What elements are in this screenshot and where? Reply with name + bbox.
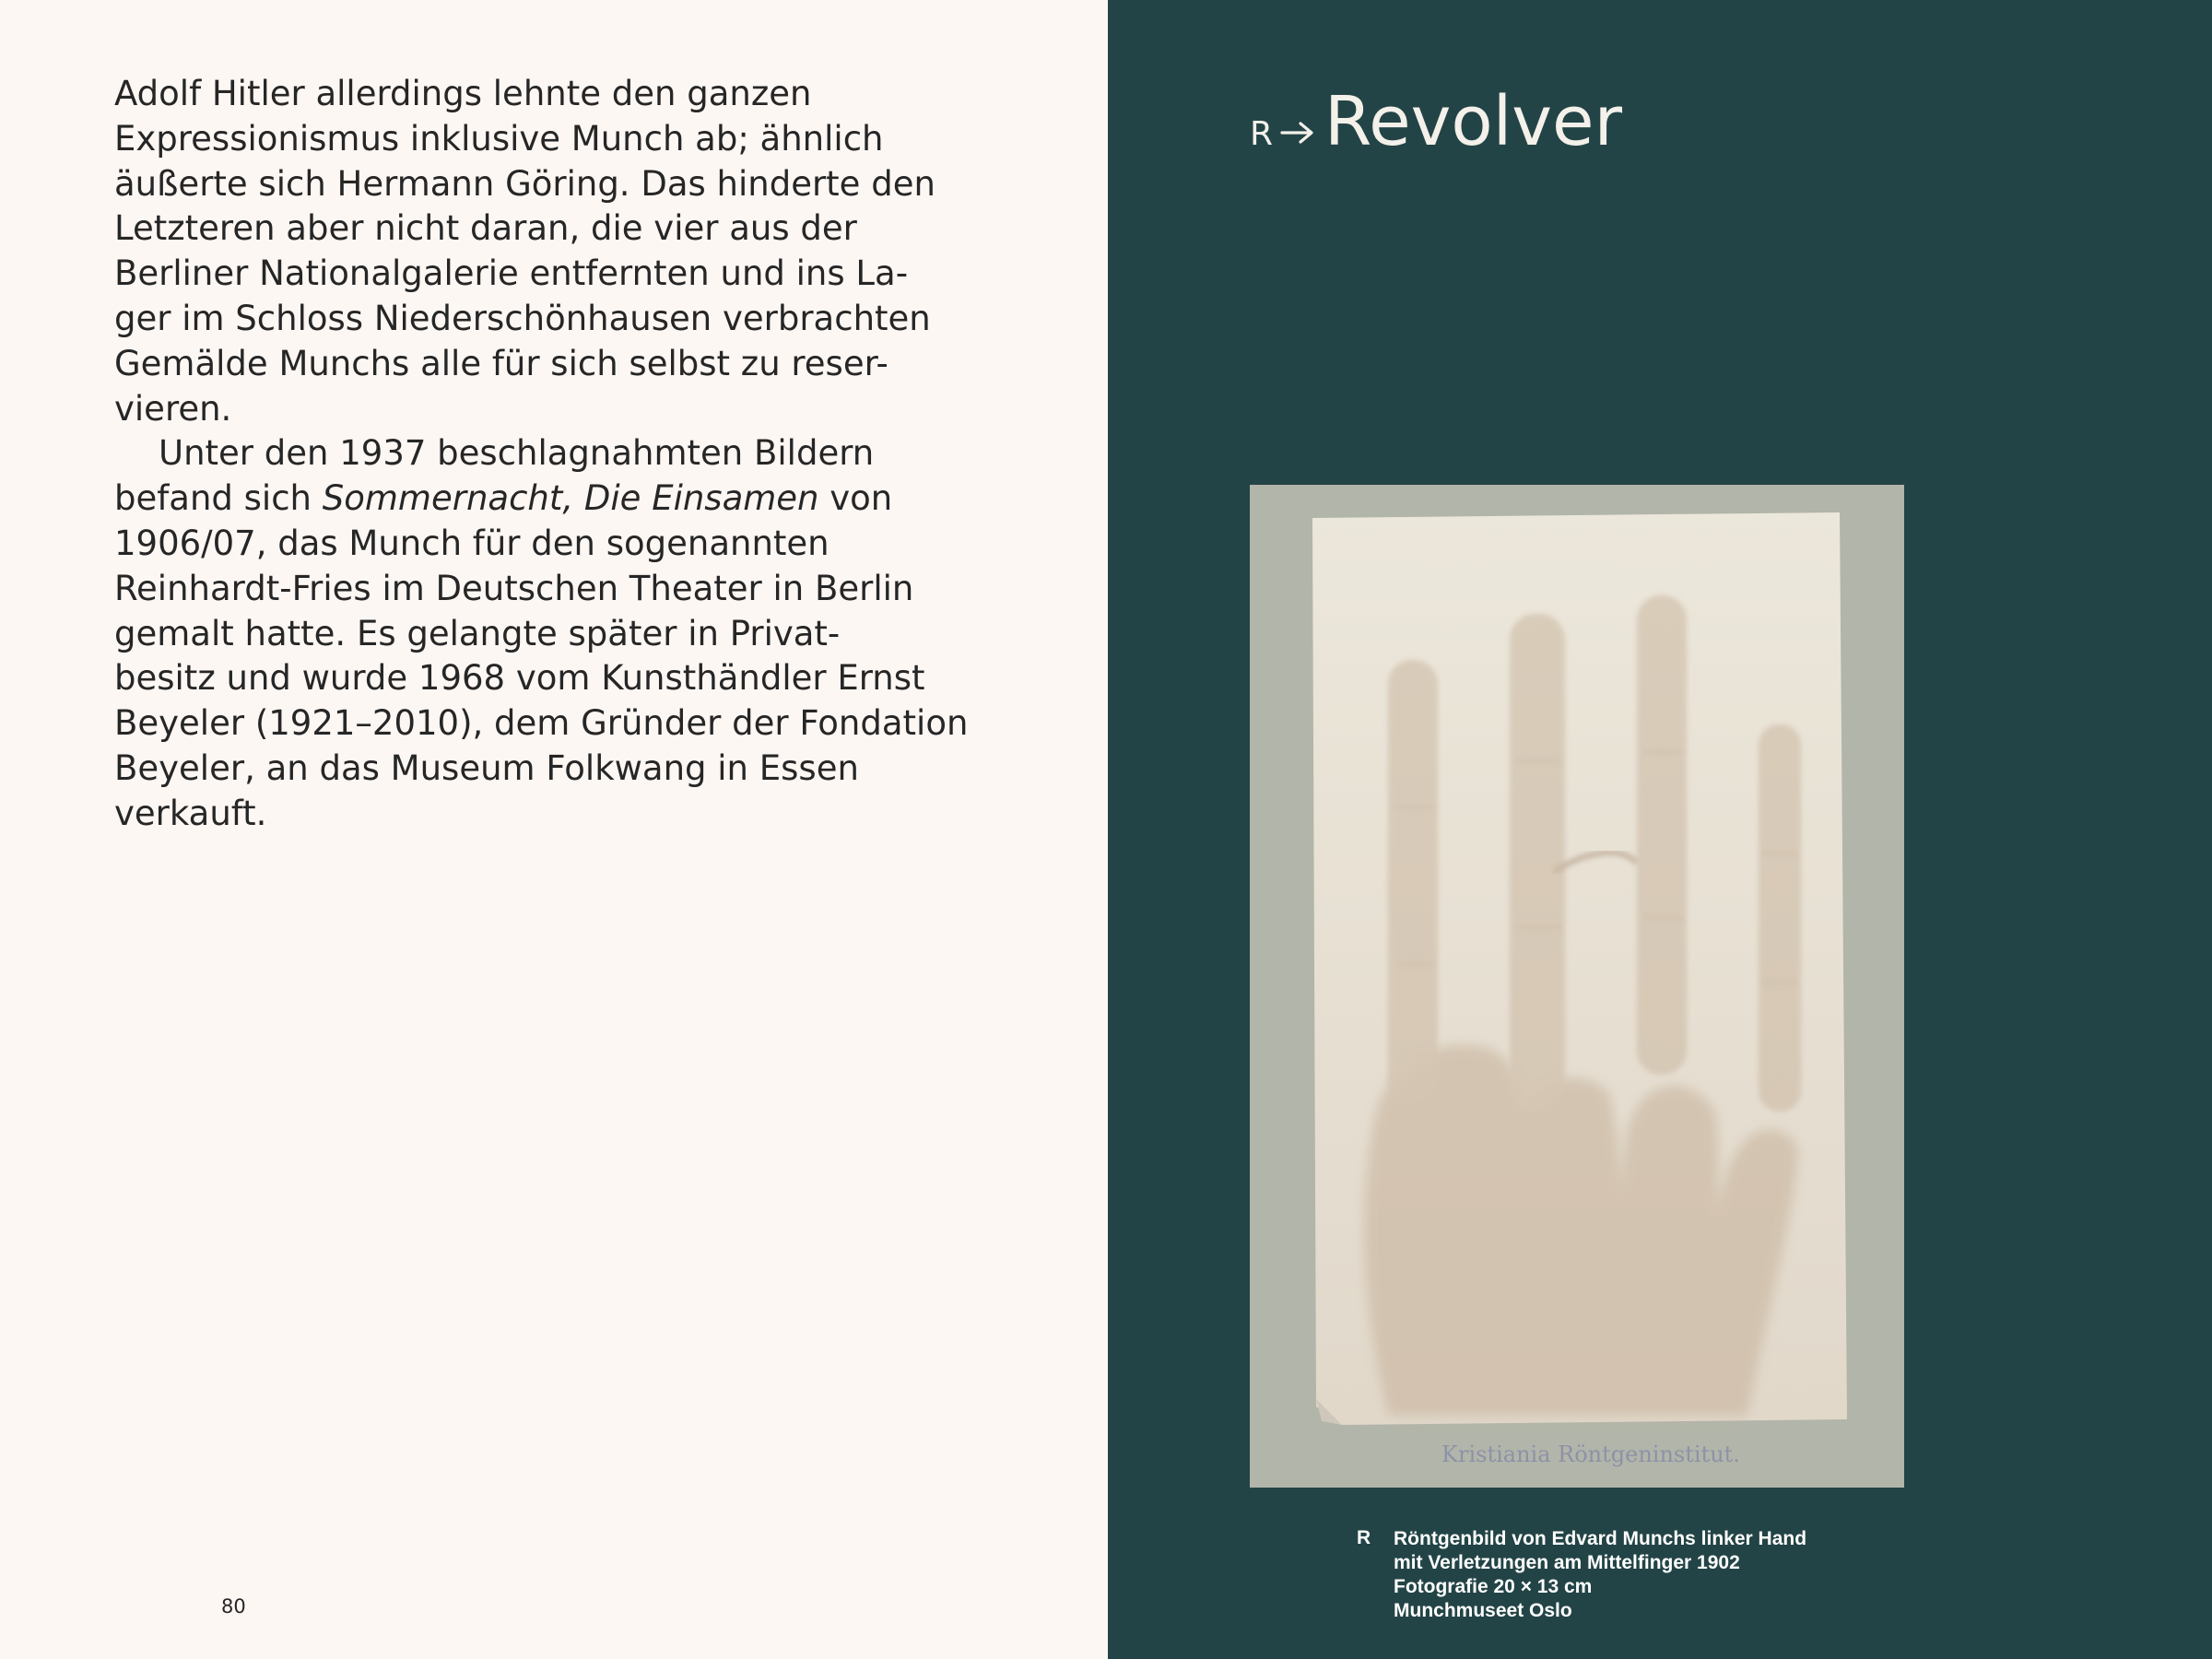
text-line: Reinhardt-Fries im Deutschen Theater in Berlin (114, 568, 914, 608)
finger-index (1388, 660, 1438, 1102)
caption-line: Munchmuseet Oslo (1394, 1600, 1572, 1621)
text-line: Beyeler, an das Museum Folkwang in Essen (114, 747, 859, 788)
text-line: ger im Schloss Niederschönhausen verbrachten (114, 298, 931, 338)
section-title: Revolver (1324, 82, 1623, 161)
text-line (114, 477, 1018, 522)
section-heading (1250, 82, 1623, 161)
text-line: Letzteren aber nicht daran, die vier aus der (114, 208, 857, 249)
text-line: Expressionismus inklusive Munch ab; ähnlich (114, 118, 884, 159)
text-line: Gemälde Munchs alle für sich selbst zu reser- (114, 343, 888, 383)
caption-line: mit Verletzungen am Mittelfinger 1902 (1394, 1552, 1740, 1573)
caption-line: Fotografie 20 × 13 cm (1394, 1576, 1593, 1597)
caption-letter: R (1357, 1527, 1371, 1548)
text-line: Unter den 1937 beschlagnahmten Bildern (159, 433, 875, 474)
text-segment: von (818, 478, 893, 519)
page-number: 80 (221, 1595, 246, 1618)
finger-middle (1510, 614, 1565, 1112)
text-line: vieren. (114, 388, 232, 429)
text-segment: befand sich (114, 478, 323, 519)
xray-photograph (1250, 485, 1904, 1488)
text-line: besitz und wurde 1968 vom Kunsthändler Ernst (114, 658, 925, 699)
section-letter: R (1250, 115, 1274, 153)
body-text (114, 72, 1018, 837)
finger-little (1759, 724, 1801, 1112)
text-line: verkauft. (114, 793, 267, 833)
text-line: Berliner Nationalgalerie entfernten und ins La- (114, 253, 909, 294)
finger-ring (1637, 595, 1687, 1075)
arrow-right-icon (1280, 121, 1315, 149)
photo-stamp: Kristiania Röntgeninstitut. (1441, 1441, 1740, 1467)
text-line: äußerte sich Hermann Göring. Das hinderte den (114, 163, 935, 204)
paragraph-1 (114, 72, 1018, 431)
caption-line: Röntgenbild von Edvard Munchs linker Hand (1394, 1528, 1807, 1549)
image-caption (1394, 1527, 1806, 1623)
artwork-title: Sommernacht, Die Einsamen (322, 478, 819, 519)
text-line: gemalt hatte. Es gelangte später in Privat- (114, 613, 841, 653)
text-line: Beyeler (1921–2010), dem Gründer der Fondation (114, 703, 969, 744)
text-line: 1906/07, das Munch für den sogenannten (114, 523, 830, 563)
text-line: Adolf Hitler allerdings lehnte den ganzen (114, 74, 812, 113)
paragraph-2 (114, 431, 1018, 836)
